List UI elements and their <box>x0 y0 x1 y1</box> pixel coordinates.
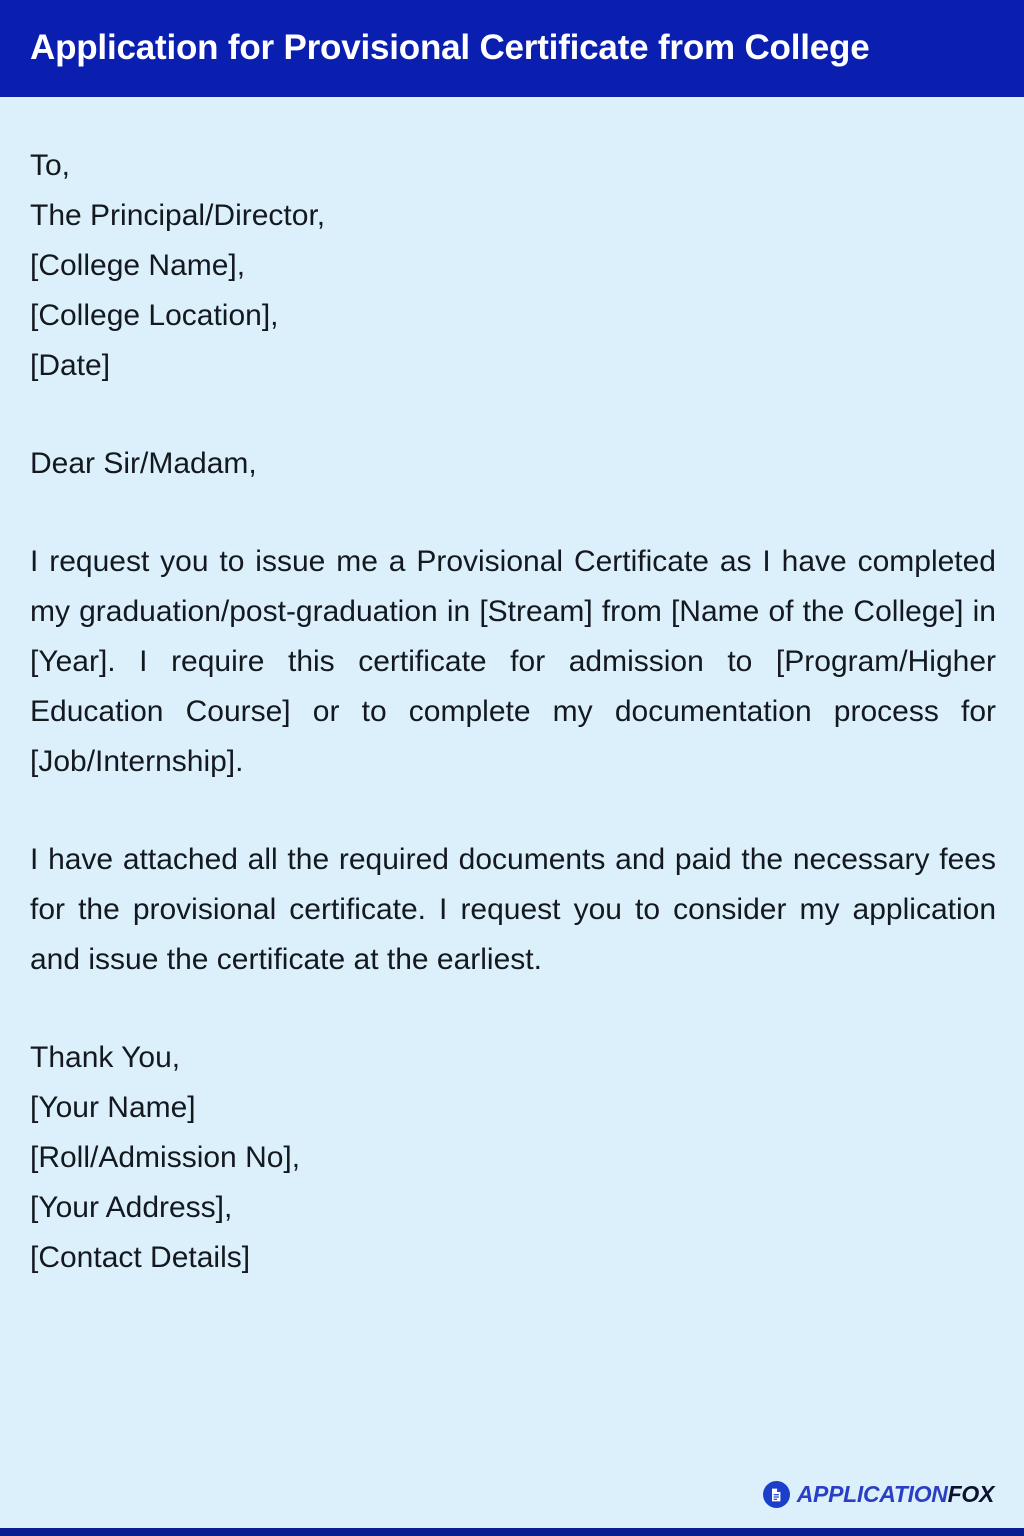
closing-line-contact: [Contact Details] <box>30 1241 251 1274</box>
recipient-address-block <box>30 141 996 391</box>
closing-line-thanks: Thank You, <box>30 1041 181 1074</box>
salutation: Dear Sir/Madam, <box>30 447 257 480</box>
address-line-to: To, <box>30 149 71 182</box>
address-line-location: [College Location], <box>30 299 279 332</box>
body-paragraph-2: I have attached all the required documents and paid the necessary fees for the provisional certificate. I request you to consider my application and issue the certificate at the earliest. <box>30 843 996 976</box>
closing-block <box>30 1033 996 1283</box>
closing-line-roll: [Roll/Admission No], <box>30 1141 301 1174</box>
closing-line-name: [Your Name] <box>30 1091 196 1124</box>
brand-logo-text-secondary: FOX <box>947 1481 994 1507</box>
brand-logo-text <box>797 1483 994 1506</box>
closing-line-address: [Your Address], <box>30 1191 233 1224</box>
address-line-principal: The Principal/Director, <box>30 199 326 232</box>
address-line-date: [Date] <box>30 349 111 382</box>
header-banner <box>0 0 1024 97</box>
brand-logo <box>763 1481 994 1508</box>
address-line-college: [College Name], <box>30 249 246 282</box>
document-icon <box>763 1481 790 1508</box>
bottom-accent-bar <box>0 1528 1024 1536</box>
page-title: Application for Provisional Certificate from College <box>30 28 870 68</box>
letter-body <box>0 97 1024 1536</box>
body-paragraph-1: I request you to issue me a Provisional Certificate as I have completed my graduation/post-graduation in [Stream] from [Name of the College] in [Year]. I require this certificate for admission to [Program/Higher Education Course] or to complete my documentation process for [Job/Internship]. <box>30 545 996 778</box>
brand-logo-text-primary: APPLICATION <box>796 1481 948 1507</box>
